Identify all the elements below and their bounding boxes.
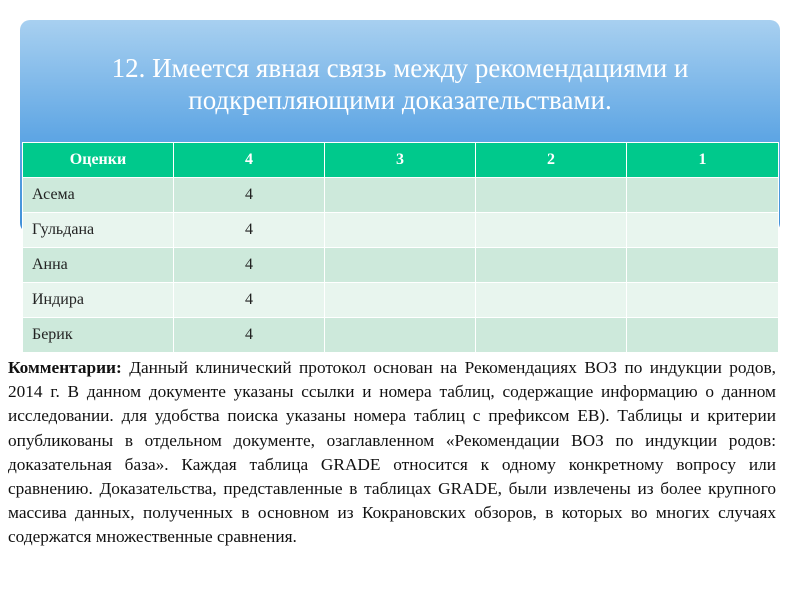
table-row <box>23 213 779 248</box>
grade-4-cell: 4 <box>174 283 325 318</box>
grade-3-cell <box>325 248 476 283</box>
comment-paragraph <box>8 356 776 550</box>
comment-text: Данный клинический протокол основан на Рекомендациях ВОЗ по индукции родов, 2014 г. В данном документе указаны ссылки и номера таблиц, содержащие информацию о данном исследовании. для удобства поиска указаны номера таблиц с префиксом EB). Таблицы и критерии опубликованы в отдельном документе, озаглавленном «Рекомендации ВОЗ по индукции родов: доказательная база». Каждая таблица GRADE относится к одному конкретному вопросу или сравнению. Доказательства, представленные в таблицах GRADE, были извлечены из более крупного массива данных, полученных в основном из Кокрановских обзоров, в которых во многих случаях содержатся множественные сравнения. <box>8 358 776 547</box>
grade-1-cell <box>627 178 779 213</box>
grade-1-cell <box>627 283 779 318</box>
grade-1-cell <box>627 318 779 353</box>
grade-2-cell <box>476 283 627 318</box>
grade-3-cell <box>325 283 476 318</box>
table-header-row <box>23 143 779 178</box>
header-cell-3: 3 <box>325 143 476 178</box>
table-row <box>23 178 779 213</box>
table-row <box>23 283 779 318</box>
grade-4-cell: 4 <box>174 318 325 353</box>
grade-2-cell <box>476 213 627 248</box>
table-row <box>23 318 779 353</box>
grades-table <box>22 142 779 353</box>
grade-1-cell <box>627 213 779 248</box>
grade-3-cell <box>325 213 476 248</box>
grade-3-cell <box>325 318 476 353</box>
grade-4-cell: 4 <box>174 178 325 213</box>
slide-title-line-1: 12. Имеется явная связь между рекомендациями и <box>111 53 689 83</box>
row-name-cell: Анна <box>23 248 174 283</box>
row-name-cell: Индира <box>23 283 174 318</box>
grade-1-cell <box>627 248 779 283</box>
header-cell-grades: Оценки <box>23 143 174 178</box>
grade-2-cell <box>476 318 627 353</box>
grade-3-cell <box>325 178 476 213</box>
header-cell-2: 2 <box>476 143 627 178</box>
slide-title-line-2: подкрепляющими доказательствами. <box>188 85 612 115</box>
header-cell-1: 1 <box>627 143 779 178</box>
table-row <box>23 248 779 283</box>
grade-2-cell <box>476 178 627 213</box>
row-name-cell: Берик <box>23 318 174 353</box>
grade-4-cell: 4 <box>174 213 325 248</box>
comment-label: Комментарии: <box>8 358 122 377</box>
grade-2-cell <box>476 248 627 283</box>
row-name-cell: Асема <box>23 178 174 213</box>
row-name-cell: Гульдана <box>23 213 174 248</box>
slide-title <box>40 52 760 116</box>
grade-4-cell: 4 <box>174 248 325 283</box>
header-cell-4: 4 <box>174 143 325 178</box>
